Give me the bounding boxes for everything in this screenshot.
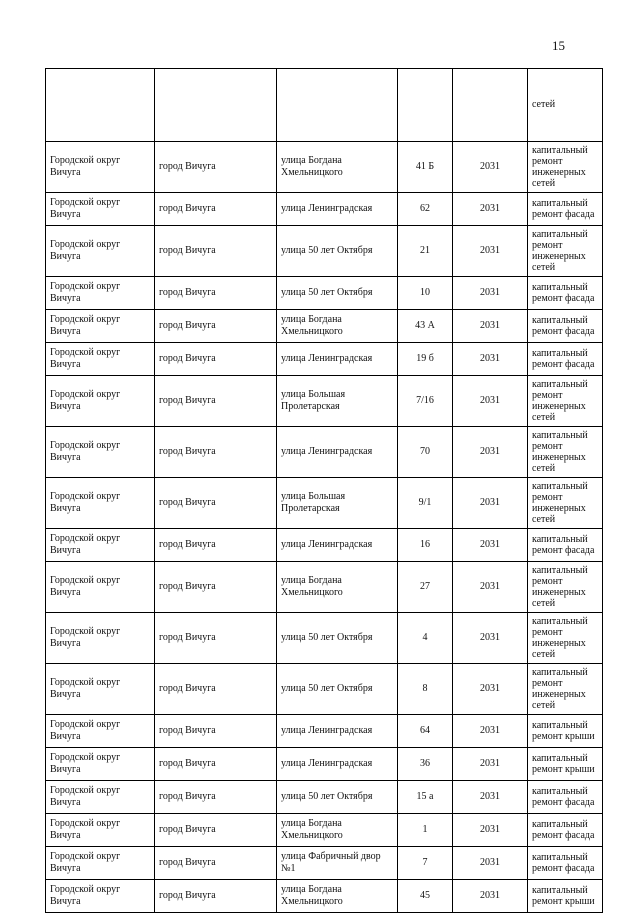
cell-district: Городской округ Вичуга <box>46 664 155 715</box>
cell-street: улица 50 лет Октября <box>277 613 398 664</box>
cell-street: улица Фабричный двор №1 <box>277 847 398 880</box>
cell-street: улица Ленинградская <box>277 427 398 478</box>
cell-house: 19 б <box>398 343 453 376</box>
cell-city: город Вичуга <box>155 664 277 715</box>
table-row <box>46 193 603 226</box>
cell-house: 41 Б <box>398 142 453 193</box>
cell-year: 2031 <box>453 847 528 880</box>
cell-house: 21 <box>398 226 453 277</box>
cell-street: улица Богдана Хмельницкого <box>277 880 398 913</box>
cell-year: 2031 <box>453 880 528 913</box>
cell-house: 10 <box>398 277 453 310</box>
cell-street: улица Богдана Хмельницкого <box>277 142 398 193</box>
cell-work: капитальный ремонт инженерных сетей <box>528 376 603 427</box>
cell-street: улица Ленинградская <box>277 193 398 226</box>
cell-city: город Вичуга <box>155 226 277 277</box>
cell-street: улица Богдана Хмельницкого <box>277 814 398 847</box>
cell-house: 9/1 <box>398 478 453 529</box>
cell-city: город Вичуга <box>155 847 277 880</box>
cell-district: Городской округ Вичуга <box>46 562 155 613</box>
table-row <box>46 562 603 613</box>
cell-district: Городской округ Вичуга <box>46 814 155 847</box>
table-row <box>46 748 603 781</box>
cell-year: 2031 <box>453 427 528 478</box>
cell-city: город Вичуга <box>155 376 277 427</box>
cell-district: Городской округ Вичуга <box>46 226 155 277</box>
cell-district: Городской округ Вичуга <box>46 880 155 913</box>
cell-work: капитальный ремонт фасада <box>528 277 603 310</box>
cell-year: 2031 <box>453 748 528 781</box>
cell-city: город Вичуга <box>155 715 277 748</box>
cell-work: капитальный ремонт фасада <box>528 847 603 880</box>
table-row <box>46 277 603 310</box>
cell-district: Городской округ Вичуга <box>46 277 155 310</box>
cell-street: улица Ленинградская <box>277 529 398 562</box>
cell-house: 7/16 <box>398 376 453 427</box>
cell-year: 2031 <box>453 277 528 310</box>
cell-work: капитальный ремонт фасада <box>528 814 603 847</box>
cell-district: Городской округ Вичуга <box>46 715 155 748</box>
cell-year: 2031 <box>453 715 528 748</box>
table-row <box>46 478 603 529</box>
cell-district: Городской округ Вичуга <box>46 193 155 226</box>
table-row <box>46 781 603 814</box>
cell-street: улица Ленинградская <box>277 343 398 376</box>
table-row-continued <box>46 69 603 142</box>
cell-house: 27 <box>398 562 453 613</box>
cell-district: Городской округ Вичуга <box>46 613 155 664</box>
cell-year: 2031 <box>453 529 528 562</box>
cell-city: город Вичуга <box>155 529 277 562</box>
cell-city: город Вичуга <box>155 142 277 193</box>
table-row <box>46 310 603 343</box>
cell-work: капитальный ремонт фасада <box>528 343 603 376</box>
cell-city: город Вичуга <box>155 613 277 664</box>
cell-city: город Вичуга <box>155 781 277 814</box>
table-row <box>46 814 603 847</box>
cell-work: капитальный ремонт инженерных сетей <box>528 427 603 478</box>
cell-year: 2031 <box>453 193 528 226</box>
cell-year: 2031 <box>453 343 528 376</box>
cell-street: улица 50 лет Октября <box>277 277 398 310</box>
cell-street: улица Ленинградская <box>277 748 398 781</box>
cell-year: 2031 <box>453 478 528 529</box>
cell-year: 2031 <box>453 310 528 343</box>
cell-city: город Вичуга <box>155 562 277 613</box>
cell-house: 1 <box>398 814 453 847</box>
table-row <box>46 664 603 715</box>
cell-street: улица 50 лет Октября <box>277 226 398 277</box>
cell-house: 70 <box>398 427 453 478</box>
cell-district <box>46 69 155 142</box>
cell-street: улица 50 лет Октября <box>277 781 398 814</box>
cell-work: капитальный ремонт инженерных сетей <box>528 142 603 193</box>
cell-city: город Вичуга <box>155 343 277 376</box>
cell-city: город Вичуга <box>155 748 277 781</box>
table-row <box>46 529 603 562</box>
cell-year: 2031 <box>453 226 528 277</box>
cell-work: капитальный ремонт фасада <box>528 310 603 343</box>
cell-street: улица Большая Пролетарская <box>277 376 398 427</box>
cell-year: 2031 <box>453 142 528 193</box>
cell-year: 2031 <box>453 814 528 847</box>
cell-street: улица Богдана Хмельницкого <box>277 310 398 343</box>
cell-house: 43 А <box>398 310 453 343</box>
cell-work: капитальный ремонт инженерных сетей <box>528 226 603 277</box>
cell-district: Городской округ Вичуга <box>46 748 155 781</box>
cell-city: город Вичуга <box>155 193 277 226</box>
cell-year: 2031 <box>453 664 528 715</box>
cell-work: капитальный ремонт крыши <box>528 880 603 913</box>
cell-district: Городской округ Вичуга <box>46 781 155 814</box>
cell-district: Городской округ Вичуга <box>46 427 155 478</box>
cell-city: город Вичуга <box>155 277 277 310</box>
cell-street <box>277 69 398 142</box>
repair-schedule-table <box>45 68 603 913</box>
cell-city <box>155 69 277 142</box>
cell-district: Городской округ Вичуга <box>46 478 155 529</box>
cell-house: 4 <box>398 613 453 664</box>
cell-house: 64 <box>398 715 453 748</box>
cell-house: 8 <box>398 664 453 715</box>
table-row <box>46 142 603 193</box>
cell-street: улица Богдана Хмельницкого <box>277 562 398 613</box>
table-row <box>46 847 603 880</box>
cell-house: 15 а <box>398 781 453 814</box>
cell-work: капитальный ремонт инженерных сетей <box>528 664 603 715</box>
table-row <box>46 880 603 913</box>
cell-city: город Вичуга <box>155 880 277 913</box>
cell-year: 2031 <box>453 562 528 613</box>
cell-work: капитальный ремонт фасада <box>528 193 603 226</box>
cell-house: 62 <box>398 193 453 226</box>
cell-house: 45 <box>398 880 453 913</box>
cell-house: 16 <box>398 529 453 562</box>
table-row <box>46 427 603 478</box>
cell-district: Городской округ Вичуга <box>46 847 155 880</box>
cell-work: капитальный ремонт инженерных сетей <box>528 562 603 613</box>
cell-work: капитальный ремонт крыши <box>528 748 603 781</box>
table-row <box>46 343 603 376</box>
cell-work: капитальный ремонт фасада <box>528 781 603 814</box>
cell-city: город Вичуга <box>155 478 277 529</box>
table-row <box>46 715 603 748</box>
cell-house: 36 <box>398 748 453 781</box>
table-row <box>46 226 603 277</box>
cell-district: Городской округ Вичуга <box>46 529 155 562</box>
cell-city: город Вичуга <box>155 814 277 847</box>
cell-district: Городской округ Вичуга <box>46 343 155 376</box>
cell-house: 7 <box>398 847 453 880</box>
cell-work: капитальный ремонт крыши <box>528 715 603 748</box>
cell-district: Городской округ Вичуга <box>46 142 155 193</box>
cell-work: капитальный ремонт фасада <box>528 529 603 562</box>
cell-work: капитальный ремонт инженерных сетей <box>528 478 603 529</box>
cell-city: город Вичуга <box>155 427 277 478</box>
cell-street: улица 50 лет Октября <box>277 664 398 715</box>
table-row <box>46 613 603 664</box>
cell-house <box>398 69 453 142</box>
cell-street: улица Ленинградская <box>277 715 398 748</box>
page-number: 15 <box>552 38 565 53</box>
cell-district: Городской округ Вичуга <box>46 310 155 343</box>
cell-year: 2031 <box>453 376 528 427</box>
cell-work: сетей <box>528 69 603 142</box>
cell-city: город Вичуга <box>155 310 277 343</box>
cell-year <box>453 69 528 142</box>
cell-year: 2031 <box>453 613 528 664</box>
table-row <box>46 376 603 427</box>
cell-district: Городской округ Вичуга <box>46 376 155 427</box>
cell-street: улица Большая Пролетарская <box>277 478 398 529</box>
cell-year: 2031 <box>453 781 528 814</box>
cell-work: капитальный ремонт инженерных сетей <box>528 613 603 664</box>
